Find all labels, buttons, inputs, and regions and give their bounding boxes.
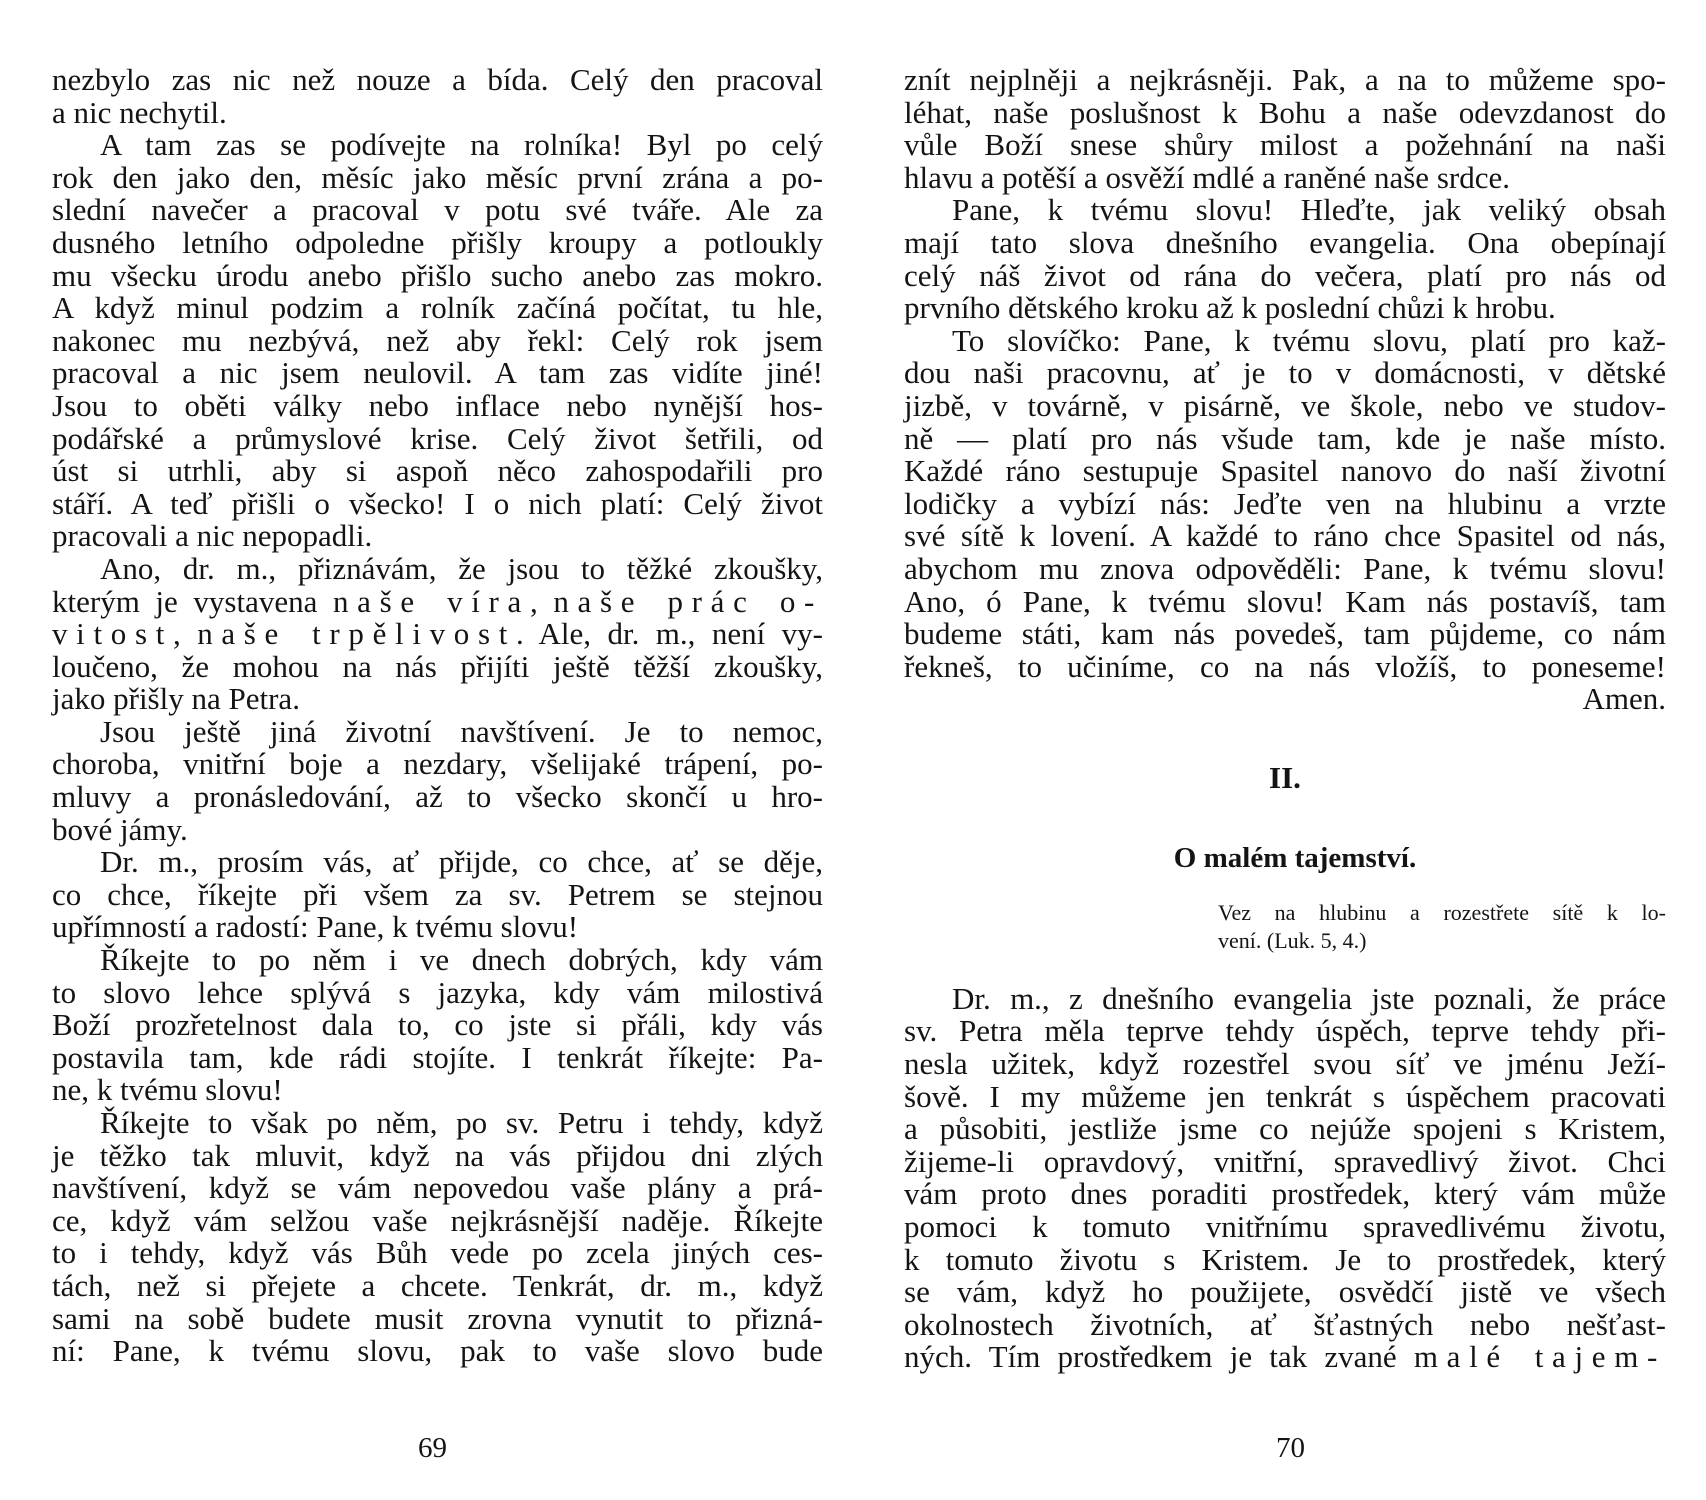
text-run: a působiti, jestliže jsme co nejúže spojeni s Kristem, [904,1111,1666,1147]
text-run: okolnostech životních, ať šťastných nebo nešťast- [904,1306,1666,1342]
text-run: Boží prozřetelnost dala to, co jste si přáli, kdy vás [52,1007,823,1043]
text-line [52,159,823,195]
text-run: pomoci k tomuto vnitřnímu spravedlivému životu, [904,1209,1666,1245]
text-run: Dr. m., prosím vás, ať přijde, co chce, ať se děje, [100,844,823,880]
text-line [52,974,823,1010]
text-run: ně — platí pro nás všude tam, kde je naše místo. [904,420,1666,456]
text-run: Říkejte to však po něm, po sv. Petru i tehdy, když [100,1105,823,1140]
text-line [904,648,1666,684]
text-run: To slovíčko: Pane, k tvému slovu, platí pro kaž- [952,322,1666,358]
text-run: A když minul podzim a rolník začíná počítat, tu hle, [52,290,823,326]
text-line [52,257,823,293]
text-line [904,257,1666,293]
text-run: mu všecku úrodu anebo přišlo sucho anebo zas mokro. [52,257,823,293]
text-run: lodičky a vybízí nás: Jeďte ven na hlubinu a vrzte [904,485,1666,521]
text-run: vůle Boží snese shůry milost a požehnání na naši [904,127,1666,163]
text-line [904,159,1666,195]
text-line [904,618,1666,651]
text-line [904,357,1666,390]
left-page [52,64,823,1368]
text-run: a nic nechytil. [52,94,227,130]
motto-line: Vez na hlubinu a rozestřete sítě k lo- [1218,899,1666,925]
right-page-bottom-text [904,980,1666,1375]
text-run: Říkejte to po něm i ve dnech dobrých, kdy vám [100,942,823,978]
text-run: mluvy a pronásledování, až to všecko skončí u hro- [52,779,823,815]
text-run: nesla užitek, když rozestřel svou síť ve jménu Ježí- [904,1046,1666,1082]
text-line [52,1267,823,1303]
text-run: navštívení, když se vám nepovedou vaše plány a prá- [52,1170,823,1206]
text-run: Ano, ó Pane, k tvému slovu! Kam nás postavíš, tam [904,583,1666,619]
text-line [52,1335,823,1368]
text-run: šově. I my můžeme jen tenkrát s úspěchem pracovati [904,1078,1666,1114]
text-run: ce, když vám selžou vaše nejkrásnější naděje. Říkejte [52,1202,823,1238]
text-line [904,1113,1666,1146]
text-line [904,1143,1666,1179]
spaced-emphasis: naše víra [332,583,530,619]
text-line [904,980,1666,1016]
text-run: , [530,583,554,619]
text-line [904,1211,1666,1244]
text-run: pracovali a nic nepopadli. [52,518,373,554]
text-run: Jsou ještě jiná životní navštívení. Je to nemoc, [100,713,823,749]
text-run: se vám, když ho použijete, osvědčí jistě ve všech [904,1274,1666,1310]
text-line [52,194,823,227]
text-line [52,713,823,749]
text-line [904,129,1666,162]
text-run: hlavu a potěší a osvěží mdlé a raněné naše srdce. [904,159,1510,195]
text-run: choroba, vnitřní boje a nezdary, všelijaké trápení, po- [52,746,823,782]
text-run: nezbylo zas nic než nouze a bída. Celý den pracoval [52,62,823,97]
spaced-emphasis: vitost [52,616,173,652]
section-title: O malém tajemství. [1173,841,1417,874]
text-run: Jsou to oběti války nebo inflace nebo nynější hos- [52,387,823,423]
text-line [52,1039,823,1075]
text-line [52,1107,823,1140]
text-run: Každé ráno sestupuje Spasitel nanovo do naší životní [904,453,1666,489]
text-line [52,420,823,456]
text-line [904,1015,1666,1048]
page-number-left: 69 [418,1432,447,1464]
text-line [52,846,823,879]
text-line [904,455,1666,488]
scripture-motto [1218,899,1666,955]
text-line [904,322,1666,358]
text-line [904,292,1666,325]
text-run: žijeme-li opravdový, vnitřní, spravedlivý život. Chci [904,1143,1666,1179]
text-line [904,520,1666,553]
text-line [52,550,823,586]
text-line [52,876,823,912]
text-line [52,224,823,260]
text-run: abychom mu znova odpověděli: Pane, k tvému slovu! [904,550,1666,586]
text-line [52,1202,823,1238]
text-line [52,583,824,619]
text-run: to i tehdy, když vás Bůh vede po zcela jiných ces- [52,1235,823,1271]
text-line [52,1300,823,1336]
text-run: dou naši pracovnu, ať je to v domácnosti, v dětské [904,355,1666,391]
text-line [52,1237,823,1270]
text-run: bové jámy. [52,811,188,847]
text-run: ní: Pane, k tvému slovu, pak to vaše slovo bude [52,1333,823,1369]
text-line [904,1078,1666,1114]
text-line [904,1276,1666,1309]
section-number: II. [1269,759,1301,795]
text-run: Dr. m., z dnešního evangelia jste poznali, že práce [952,980,1666,1016]
text-run: podářské a průmyslové krise. Celý život šetřili, od [52,420,823,456]
text-run: rok den jako den, měsíc jako měsíc první zrána a po- [52,159,823,195]
spaced-emphasis: malé tajem- [1413,1339,1666,1375]
text-run: sami na sobě budete musit zrovna vynutit to přizná- [52,1300,823,1336]
text-run: řekneš, to učiníme, co na nás vložíš, to poneseme! [904,648,1666,684]
text-run: Ano, dr. m., přiznávám, že jsou to těžké zkoušky, [100,550,823,586]
text-line [904,550,1666,586]
text-line [52,64,823,97]
text-run: slední navečer a pracoval v potu své tváře. Ale za [52,192,823,228]
text-run: ných. Tím prostředkem je tak zvané [904,1339,1414,1375]
motto-line: vení. (Luk. 5, 4.) [1218,927,1367,953]
text-line [52,129,823,162]
text-line [52,811,823,847]
text-run: k tomuto životu s Kristem. Je to prostředek, který [904,1241,1666,1277]
text-run: , [172,616,198,652]
text-line [904,583,1666,619]
text-run: loučeno, že mohou na nás přijíti ještě těžší zkoušky, [52,648,823,684]
text-line [52,911,823,944]
text-run: nakonec mu nezbývá, než aby řekl: Celý rok jsem [52,322,823,358]
text-line [904,64,1666,97]
text-run: ne, k tvému slovu! [52,1072,283,1108]
amen-line: Amen. [1582,681,1666,717]
text-line [52,618,823,651]
text-line [904,1048,1666,1081]
text-run: celý náš život od rána do večera, platí pro nás od [904,257,1666,293]
text-line [904,387,1666,423]
text-line [52,683,823,716]
text-run: jako přišly na Petra. [52,681,300,717]
text-run: je těžko tak mluvit, když na vás přijdou dni zlých [52,1137,823,1173]
text-run: úst si utrhli, aby si aspoň něco zahospodařili pro [52,453,823,489]
text-run: stáří. A teď přišli o všecko! I o nich platí: Celý život [52,485,823,521]
text-run: své sítě k lovení. A každé to ráno chce Spasitel od nás, [904,518,1666,554]
right-page-top-text [904,64,1666,683]
text-line [52,1172,823,1205]
text-run: . Ale, dr. m., není vy- [516,616,823,652]
text-run: jizbě, v továrně, v pisárně, ve škole, nebo ve studov- [904,387,1666,423]
text-line [904,1306,1666,1342]
text-line [904,420,1666,456]
text-line [904,94,1666,130]
text-run: znít nejplněji a nejkrásněji. Pak, a na to můžeme spo- [904,62,1666,97]
text-line [904,1241,1666,1277]
text-run: mají tato slova dnešního evangelia. Ona obepínají [904,224,1666,260]
text-line [52,944,823,977]
text-line [52,1074,823,1107]
text-run: budeme státi, kam nás povedeš, tam půjdeme, co nám [904,616,1666,652]
right-page [904,64,1666,1374]
text-run: prvního dětského kroku až k poslední chůzi k hrobu. [904,290,1556,326]
text-line [52,94,823,130]
text-line [52,748,823,781]
page-number-right: 70 [1276,1432,1305,1464]
text-run: A tam zas se podívejte na rolníka! Byl po celý [100,127,823,163]
text-run: tách, než si přejete a chcete. Tenkrát, dr. m., když [52,1267,823,1303]
text-run: postavila tam, kde rádi stojíte. I tenkrát říkejte: Pa- [52,1039,823,1075]
text-line [52,322,823,358]
spaced-emphasis: naše trpělivost [197,616,517,652]
text-line [52,455,823,488]
text-run: kterým je vystavena [52,583,333,619]
text-run: sv. Petra měla teprve tehdy úspěch, teprve tehdy při- [904,1013,1666,1049]
text-run: dusného letního odpoledne přišly kroupy a potloukly [52,224,823,260]
text-line [52,648,823,684]
text-line [52,292,823,325]
text-line [52,357,823,390]
text-run: upřímností a radostí: Pane, k tvému slovu! [52,909,579,945]
text-run: pracoval a nic jsem neulovil. A tam zas vidíte jiné! [52,355,823,391]
text-line [904,485,1666,521]
text-line [52,1137,823,1173]
text-run: Pane, k tvému slovu! Hleďte, jak veliký obsah [952,192,1666,228]
text-run: vám proto dnes poraditi prostředek, který vám může [904,1176,1666,1212]
text-line [52,387,823,423]
text-line [52,1009,823,1042]
text-line [52,485,823,521]
text-line [904,224,1666,260]
text-line [904,1341,1666,1374]
text-line [52,781,823,814]
text-line [904,1178,1666,1211]
text-run: léhat, naše poslušnost k Bohu a naše odevzdanost do [904,94,1666,130]
spaced-emphasis: naše prác o- [553,583,824,619]
text-line [52,520,823,553]
text-run: to slovo lehce splývá s jazyka, kdy vám milostivá [52,974,823,1010]
text-run: co chce, říkejte při všem za sv. Petrem se stejnou [52,876,823,912]
text-line [904,194,1666,227]
